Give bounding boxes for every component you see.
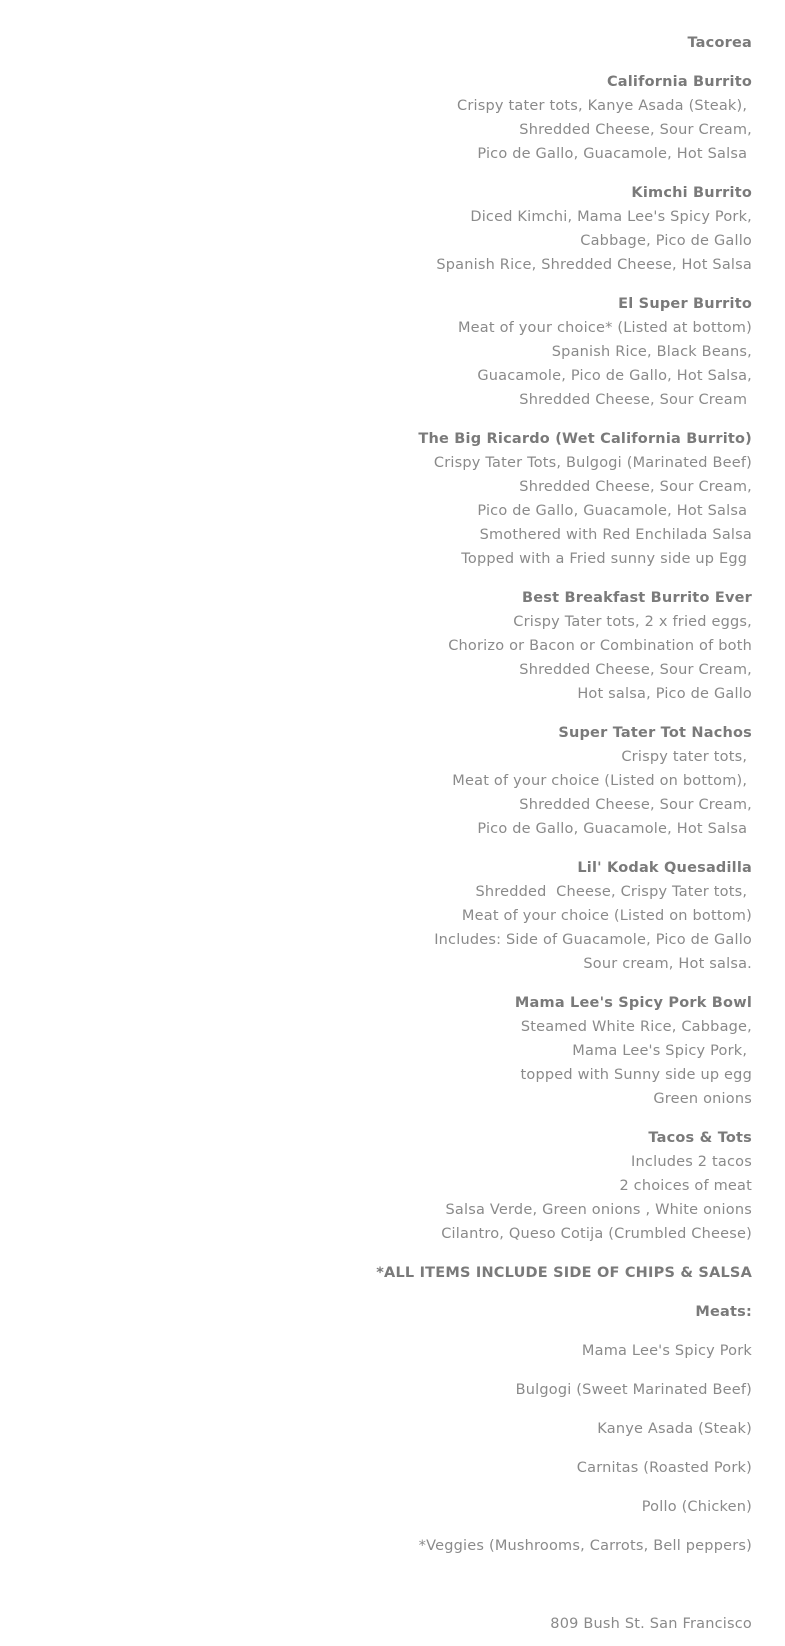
menu-item-description-line: Crispy tater tots, Kanye Asada (Steak), — [457, 98, 752, 114]
menu-item-description-line: Includes 2 tacos — [631, 1154, 752, 1170]
menu-item-description-line: Crispy Tater tots, 2 x fried eggs, — [513, 614, 752, 630]
menu-item-description-line: Cabbage, Pico de Gallo — [580, 233, 752, 249]
menu-item-description-line: Cilantro, Queso Cotija (Crumbled Cheese) — [441, 1226, 752, 1242]
menu-item-description-line: Pico de Gallo, Guacamole, Hot Salsa — [477, 821, 752, 837]
meat-option: Pollo (Chicken) — [641, 1499, 752, 1515]
menu-item-name: Tacos & Tots — [648, 1130, 752, 1146]
menu-item-description-line: Mama Lee's Spicy Pork, — [572, 1043, 752, 1059]
menu-item-name: El Super Burrito — [618, 296, 752, 312]
meat-option: Bulgogi (Sweet Marinated Beef) — [515, 1382, 752, 1398]
meats-heading: Meats: — [695, 1304, 752, 1320]
menu-item-description-line: Pico de Gallo, Guacamole, Hot Salsa — [477, 146, 752, 162]
menu-item-tacos-and-tots — [52, 1126, 752, 1246]
menu-item-california-burrito — [52, 70, 752, 166]
menu-item-description-line: 2 choices of meat — [619, 1178, 752, 1194]
menu-item-description-line: Shredded Cheese, Sour Cream, — [519, 122, 752, 138]
menu-item-description-line: Sour cream, Hot salsa. — [583, 956, 752, 972]
menu-item-lil-kodak-quesadilla — [52, 856, 752, 976]
menu-item-best-breakfast-burrito — [52, 586, 752, 706]
menu-content — [52, 31, 752, 1636]
menu-item-description-line: Meat of your choice (Listed on bottom) — [461, 908, 752, 924]
menu-item-name: Mama Lee's Spicy Pork Bowl — [514, 995, 752, 1011]
meat-option: *Veggies (Mushrooms, Carrots, Bell peppers) — [418, 1538, 752, 1554]
menu-item-description-line: topped with Sunny side up egg — [520, 1067, 752, 1083]
menu-item-description-line: Chorizo or Bacon or Combination of both — [448, 638, 752, 654]
menu-item-description-line: Shredded Cheese, Sour Cream, — [519, 797, 752, 813]
menu-item-kimchi-burrito — [52, 181, 752, 277]
menu-item-description-line: Topped with a Fried sunny side up Egg — [461, 551, 752, 567]
menu-item-spicy-pork-bowl — [52, 991, 752, 1111]
menu-item-description-line: Shredded Cheese, Sour Cream, — [519, 662, 752, 678]
menu-item-description-line: Pico de Gallo, Guacamole, Hot Salsa — [477, 503, 752, 519]
menu-item-description-line: Spanish Rice, Shredded Cheese, Hot Salsa — [436, 257, 752, 273]
restaurant-address: 809 Bush St. San Francisco — [550, 1616, 752, 1632]
menu-item-description-line: Includes: Side of Guacamole, Pico de Gallo — [434, 932, 752, 948]
menu-item-el-super-burrito — [52, 292, 752, 412]
chips-salsa-notice: *ALL ITEMS INCLUDE SIDE OF CHIPS & SALSA — [376, 1265, 752, 1281]
menu-item-description-line: Shredded Cheese, Sour Cream — [519, 392, 752, 408]
restaurant-title: Tacorea — [687, 35, 752, 51]
menu-item-description-line: Meat of your choice* (Listed at bottom) — [457, 320, 752, 336]
menu-item-description-line: Salsa Verde, Green onions , White onions — [445, 1202, 752, 1218]
menu-item-description-line: Guacamole, Pico de Gallo, Hot Salsa, — [477, 368, 752, 384]
menu-item-description-line: Shredded Cheese, Sour Cream, — [519, 479, 752, 495]
menu-item-name: The Big Ricardo (Wet California Burrito) — [418, 431, 752, 447]
meat-option: Mama Lee's Spicy Pork — [581, 1343, 752, 1359]
menu-item-big-ricardo — [52, 427, 752, 571]
menu-item-description-line: Crispy Tater Tots, Bulgogi (Marinated Beef) — [433, 455, 752, 471]
menu-item-description-line: Smothered with Red Enchilada Salsa — [479, 527, 752, 543]
menu-item-name: Lil' Kodak Quesadilla — [577, 860, 752, 876]
meat-option: Carnitas (Roasted Pork) — [576, 1460, 752, 1476]
menu-item-description-line: Steamed White Rice, Cabbage, — [520, 1019, 752, 1035]
menu-item-description-line: Hot salsa, Pico de Gallo — [577, 686, 752, 702]
menu-item-description-line: Diced Kimchi, Mama Lee's Spicy Pork, — [470, 209, 752, 225]
menu-item-description-line: Spanish Rice, Black Beans, — [551, 344, 752, 360]
menu-item-description-line: Meat of your choice (Listed on bottom), — [452, 773, 752, 789]
menu-item-name: Super Tater Tot Nachos — [558, 725, 752, 741]
menu-item-description-line: Shredded Cheese, Crispy Tater tots, — [475, 884, 752, 900]
menu-item-description-line: Green onions — [653, 1091, 752, 1107]
menu-item-description-line: Crispy tater tots, — [621, 749, 752, 765]
menu-item-name: Kimchi Burrito — [631, 185, 752, 201]
menu-item-super-tater-tot-nachos — [52, 721, 752, 841]
menu-item-name: Best Breakfast Burrito Ever — [522, 590, 752, 606]
meat-option: Kanye Asada (Steak) — [597, 1421, 752, 1437]
menu-item-name: California Burrito — [606, 74, 752, 90]
